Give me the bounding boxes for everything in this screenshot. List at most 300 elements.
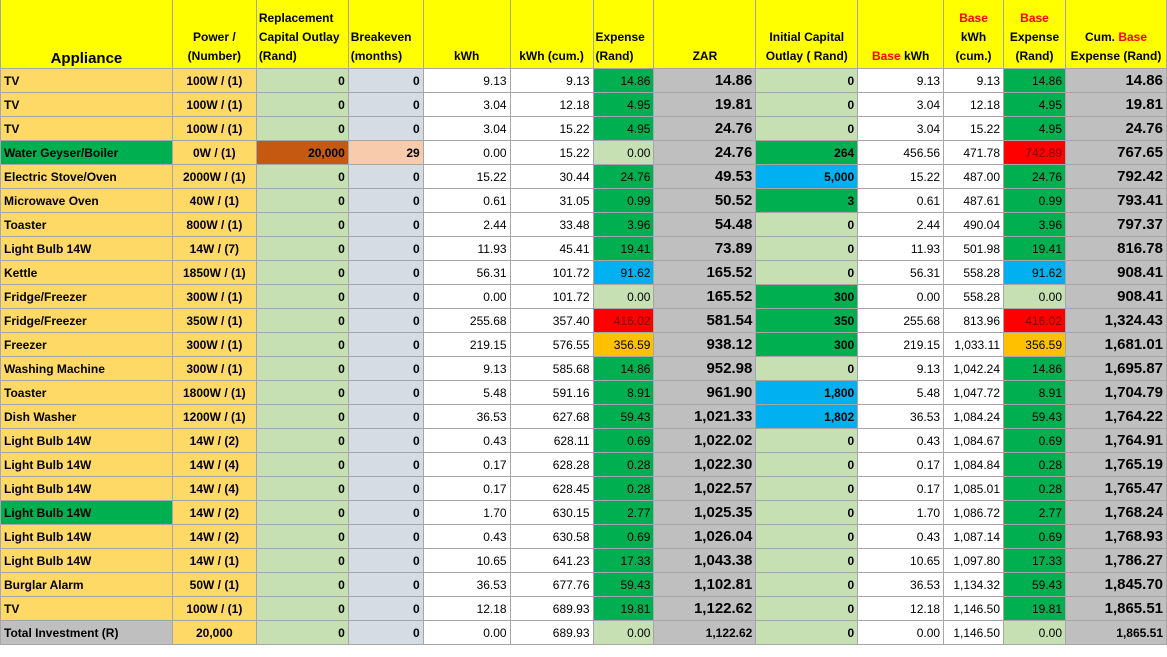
power-cell[interactable]: 14W / (4) bbox=[172, 477, 256, 501]
initial-capital-cell[interactable]: 3 bbox=[756, 189, 858, 213]
zar-cell[interactable]: 1,122.62 bbox=[654, 597, 756, 621]
base-kwh-cum-cell[interactable]: 1,042.24 bbox=[944, 357, 1004, 381]
cum-base-expense-cell[interactable]: 1,845.70 bbox=[1066, 573, 1167, 597]
initial-capital-cell[interactable]: 0 bbox=[756, 117, 858, 141]
power-cell[interactable]: 14W / (2) bbox=[172, 501, 256, 525]
power-cell[interactable]: 14W / (1) bbox=[172, 549, 256, 573]
base-kwh-cum-cell[interactable]: 1,087.14 bbox=[944, 525, 1004, 549]
base-expense-cell[interactable]: 0.28 bbox=[1004, 453, 1066, 477]
base-kwh-cell[interactable]: 0.43 bbox=[858, 429, 944, 453]
kwh-cell[interactable]: 36.53 bbox=[423, 405, 510, 429]
replacement-capital-cell[interactable]: 0 bbox=[256, 549, 348, 573]
expense-cell[interactable]: 4.95 bbox=[593, 117, 654, 141]
kwh-cell[interactable]: 0.00 bbox=[423, 285, 510, 309]
replacement-capital-cell[interactable]: 0 bbox=[256, 573, 348, 597]
total-base-kwh-cum-cell[interactable]: 1,146.50 bbox=[944, 621, 1004, 645]
base-expense-cell[interactable]: 19.41 bbox=[1004, 237, 1066, 261]
expense-cell[interactable]: 19.81 bbox=[593, 597, 654, 621]
expense-cell[interactable]: 8.91 bbox=[593, 381, 654, 405]
header-kwh-cum[interactable]: kWh (cum.) bbox=[510, 0, 593, 69]
power-cell[interactable]: 40W / (1) bbox=[172, 189, 256, 213]
base-kwh-cum-cell[interactable]: 1,097.80 bbox=[944, 549, 1004, 573]
header-base-kwh-cum[interactable] bbox=[944, 0, 1004, 69]
power-cell[interactable]: 0W / (1) bbox=[172, 141, 256, 165]
initial-capital-cell[interactable]: 0 bbox=[756, 477, 858, 501]
base-kwh-cum-cell[interactable]: 1,084.84 bbox=[944, 453, 1004, 477]
initial-capital-cell[interactable]: 0 bbox=[756, 261, 858, 285]
base-kwh-cell[interactable]: 36.53 bbox=[858, 573, 944, 597]
zar-cell[interactable]: 165.52 bbox=[654, 261, 756, 285]
initial-capital-cell[interactable]: 300 bbox=[756, 285, 858, 309]
replacement-capital-cell[interactable]: 0 bbox=[256, 189, 348, 213]
power-cell[interactable]: 50W / (1) bbox=[172, 573, 256, 597]
cum-base-expense-cell[interactable]: 797.37 bbox=[1066, 213, 1167, 237]
zar-cell[interactable]: 165.52 bbox=[654, 285, 756, 309]
base-expense-cell[interactable]: 0.99 bbox=[1004, 189, 1066, 213]
base-kwh-cell[interactable]: 12.18 bbox=[858, 597, 944, 621]
header-breakeven[interactable]: Breakeven (months) bbox=[348, 0, 423, 69]
power-cell[interactable]: 14W / (2) bbox=[172, 429, 256, 453]
expense-cell[interactable]: 3.96 bbox=[593, 213, 654, 237]
total-base-kwh-cell[interactable]: 0.00 bbox=[858, 621, 944, 645]
expense-cell[interactable]: 14.86 bbox=[593, 357, 654, 381]
breakeven-cell[interactable]: 29 bbox=[348, 141, 423, 165]
initial-capital-cell[interactable]: 0 bbox=[756, 549, 858, 573]
base-expense-cell[interactable]: 17.33 bbox=[1004, 549, 1066, 573]
power-cell[interactable]: 300W / (1) bbox=[172, 357, 256, 381]
breakeven-cell[interactable]: 0 bbox=[348, 549, 423, 573]
appliance-cell[interactable]: Toaster bbox=[1, 213, 173, 237]
appliance-cell[interactable]: Light Bulb 14W bbox=[1, 525, 173, 549]
appliance-cell[interactable]: Light Bulb 14W bbox=[1, 429, 173, 453]
expense-cell[interactable]: 2.77 bbox=[593, 501, 654, 525]
replacement-capital-cell[interactable]: 0 bbox=[256, 405, 348, 429]
header-base-expense[interactable] bbox=[1004, 0, 1066, 69]
breakeven-cell[interactable]: 0 bbox=[348, 525, 423, 549]
base-kwh-cum-cell[interactable]: 471.78 bbox=[944, 141, 1004, 165]
power-cell[interactable]: 2000W / (1) bbox=[172, 165, 256, 189]
kwh-cell[interactable]: 219.15 bbox=[423, 333, 510, 357]
total-zar-cell[interactable]: 1,122.62 bbox=[654, 621, 756, 645]
kwh-cum-cell[interactable]: 576.55 bbox=[510, 333, 593, 357]
cum-base-expense-cell[interactable]: 1,765.47 bbox=[1066, 477, 1167, 501]
appliance-cell[interactable]: Microwave Oven bbox=[1, 189, 173, 213]
base-kwh-cum-cell[interactable]: 490.04 bbox=[944, 213, 1004, 237]
breakeven-cell[interactable]: 0 bbox=[348, 597, 423, 621]
total-kwh-cell[interactable]: 0.00 bbox=[423, 621, 510, 645]
breakeven-cell[interactable]: 0 bbox=[348, 261, 423, 285]
expense-cell[interactable]: 24.76 bbox=[593, 165, 654, 189]
base-kwh-cell[interactable]: 255.68 bbox=[858, 309, 944, 333]
initial-capital-cell[interactable]: 0 bbox=[756, 525, 858, 549]
appliance-cell[interactable]: Fridge/Freezer bbox=[1, 309, 173, 333]
base-expense-cell[interactable]: 416.02 bbox=[1004, 309, 1066, 333]
kwh-cum-cell[interactable]: 357.40 bbox=[510, 309, 593, 333]
cum-base-expense-cell[interactable]: 1,768.93 bbox=[1066, 525, 1167, 549]
base-kwh-cell[interactable]: 9.13 bbox=[858, 69, 944, 93]
replacement-capital-cell[interactable]: 20,000 bbox=[256, 141, 348, 165]
zar-cell[interactable]: 952.98 bbox=[654, 357, 756, 381]
base-expense-cell[interactable]: 0.00 bbox=[1004, 285, 1066, 309]
initial-capital-cell[interactable]: 0 bbox=[756, 573, 858, 597]
base-expense-cell[interactable]: 19.81 bbox=[1004, 597, 1066, 621]
base-expense-cell[interactable]: 0.69 bbox=[1004, 525, 1066, 549]
total-base-expense-cell[interactable]: 0.00 bbox=[1004, 621, 1066, 645]
zar-cell[interactable]: 50.52 bbox=[654, 189, 756, 213]
replacement-capital-cell[interactable]: 0 bbox=[256, 117, 348, 141]
expense-cell[interactable]: 0.69 bbox=[593, 429, 654, 453]
kwh-cum-cell[interactable]: 30.44 bbox=[510, 165, 593, 189]
kwh-cum-cell[interactable]: 591.16 bbox=[510, 381, 593, 405]
replacement-capital-cell[interactable]: 0 bbox=[256, 165, 348, 189]
replacement-capital-cell[interactable]: 0 bbox=[256, 357, 348, 381]
kwh-cell[interactable]: 10.65 bbox=[423, 549, 510, 573]
breakeven-cell[interactable]: 0 bbox=[348, 165, 423, 189]
expense-cell[interactable]: 416.02 bbox=[593, 309, 654, 333]
appliance-cell[interactable]: Light Bulb 14W bbox=[1, 549, 173, 573]
kwh-cum-cell[interactable]: 33.48 bbox=[510, 213, 593, 237]
initial-capital-cell[interactable]: 0 bbox=[756, 237, 858, 261]
base-kwh-cum-cell[interactable]: 1,084.24 bbox=[944, 405, 1004, 429]
appliance-cell[interactable]: Dish Washer bbox=[1, 405, 173, 429]
base-expense-cell[interactable]: 742.89 bbox=[1004, 141, 1066, 165]
base-kwh-cell[interactable]: 0.17 bbox=[858, 453, 944, 477]
base-kwh-cum-cell[interactable]: 15.22 bbox=[944, 117, 1004, 141]
cum-base-expense-cell[interactable]: 1,786.27 bbox=[1066, 549, 1167, 573]
initial-capital-cell[interactable]: 0 bbox=[756, 93, 858, 117]
base-expense-cell[interactable]: 3.96 bbox=[1004, 213, 1066, 237]
appliance-cell[interactable]: Water Geyser/Boiler bbox=[1, 141, 173, 165]
breakeven-cell[interactable]: 0 bbox=[348, 117, 423, 141]
kwh-cell[interactable]: 56.31 bbox=[423, 261, 510, 285]
base-kwh-cell[interactable]: 5.48 bbox=[858, 381, 944, 405]
power-cell[interactable]: 1200W / (1) bbox=[172, 405, 256, 429]
expense-cell[interactable]: 17.33 bbox=[593, 549, 654, 573]
power-cell[interactable]: 100W / (1) bbox=[172, 597, 256, 621]
power-cell[interactable]: 14W / (2) bbox=[172, 525, 256, 549]
zar-cell[interactable]: 73.89 bbox=[654, 237, 756, 261]
base-kwh-cell[interactable]: 15.22 bbox=[858, 165, 944, 189]
zar-cell[interactable]: 1,022.02 bbox=[654, 429, 756, 453]
cum-base-expense-cell[interactable]: 1,704.79 bbox=[1066, 381, 1167, 405]
initial-capital-cell[interactable]: 350 bbox=[756, 309, 858, 333]
initial-capital-cell[interactable]: 0 bbox=[756, 213, 858, 237]
breakeven-cell[interactable]: 0 bbox=[348, 501, 423, 525]
zar-cell[interactable]: 1,022.57 bbox=[654, 477, 756, 501]
zar-cell[interactable]: 1,021.33 bbox=[654, 405, 756, 429]
power-cell[interactable]: 100W / (1) bbox=[172, 93, 256, 117]
kwh-cell[interactable]: 11.93 bbox=[423, 237, 510, 261]
cum-base-expense-cell[interactable]: 1,768.24 bbox=[1066, 501, 1167, 525]
base-expense-cell[interactable]: 59.43 bbox=[1004, 405, 1066, 429]
kwh-cell[interactable]: 12.18 bbox=[423, 597, 510, 621]
base-kwh-cell[interactable]: 0.61 bbox=[858, 189, 944, 213]
base-kwh-cell[interactable]: 36.53 bbox=[858, 405, 944, 429]
appliance-cell[interactable]: TV bbox=[1, 117, 173, 141]
breakeven-cell[interactable]: 0 bbox=[348, 93, 423, 117]
kwh-cell[interactable]: 0.43 bbox=[423, 525, 510, 549]
appliance-cell[interactable]: Light Bulb 14W bbox=[1, 453, 173, 477]
total-initial-capital-cell[interactable]: 0 bbox=[756, 621, 858, 645]
zar-cell[interactable]: 24.76 bbox=[654, 141, 756, 165]
kwh-cum-cell[interactable]: 628.45 bbox=[510, 477, 593, 501]
base-kwh-cum-cell[interactable]: 487.00 bbox=[944, 165, 1004, 189]
replacement-capital-cell[interactable]: 0 bbox=[256, 381, 348, 405]
replacement-capital-cell[interactable]: 0 bbox=[256, 597, 348, 621]
cum-base-expense-cell[interactable]: 19.81 bbox=[1066, 93, 1167, 117]
base-expense-cell[interactable]: 4.95 bbox=[1004, 93, 1066, 117]
base-kwh-cell[interactable]: 56.31 bbox=[858, 261, 944, 285]
base-expense-cell[interactable]: 14.86 bbox=[1004, 357, 1066, 381]
breakeven-cell[interactable]: 0 bbox=[348, 213, 423, 237]
power-cell[interactable]: 300W / (1) bbox=[172, 333, 256, 357]
header-zar[interactable]: ZAR bbox=[654, 0, 756, 69]
kwh-cell[interactable]: 3.04 bbox=[423, 117, 510, 141]
power-cell[interactable]: 1850W / (1) bbox=[172, 261, 256, 285]
cum-base-expense-cell[interactable]: 1,681.01 bbox=[1066, 333, 1167, 357]
kwh-cum-cell[interactable]: 628.11 bbox=[510, 429, 593, 453]
kwh-cell[interactable]: 9.13 bbox=[423, 357, 510, 381]
base-kwh-cum-cell[interactable]: 1,146.50 bbox=[944, 597, 1004, 621]
zar-cell[interactable]: 581.54 bbox=[654, 309, 756, 333]
replacement-capital-cell[interactable]: 0 bbox=[256, 453, 348, 477]
kwh-cum-cell[interactable]: 641.23 bbox=[510, 549, 593, 573]
replacement-capital-cell[interactable]: 0 bbox=[256, 285, 348, 309]
kwh-cum-cell[interactable]: 677.76 bbox=[510, 573, 593, 597]
base-kwh-cum-cell[interactable]: 1,134.32 bbox=[944, 573, 1004, 597]
power-cell[interactable]: 100W / (1) bbox=[172, 69, 256, 93]
cum-base-expense-cell[interactable]: 24.76 bbox=[1066, 117, 1167, 141]
breakeven-cell[interactable]: 0 bbox=[348, 453, 423, 477]
total-breakeven-cell[interactable]: 0 bbox=[348, 621, 423, 645]
cum-base-expense-cell[interactable]: 1,764.22 bbox=[1066, 405, 1167, 429]
kwh-cell[interactable]: 1.70 bbox=[423, 501, 510, 525]
cum-base-expense-cell[interactable]: 1,324.43 bbox=[1066, 309, 1167, 333]
expense-cell[interactable]: 0.28 bbox=[593, 477, 654, 501]
cum-base-expense-cell[interactable]: 1,765.19 bbox=[1066, 453, 1167, 477]
appliance-cell[interactable]: TV bbox=[1, 69, 173, 93]
base-expense-cell[interactable]: 14.86 bbox=[1004, 69, 1066, 93]
kwh-cell[interactable]: 0.17 bbox=[423, 453, 510, 477]
breakeven-cell[interactable]: 0 bbox=[348, 357, 423, 381]
appliance-cell[interactable]: Kettle bbox=[1, 261, 173, 285]
header-base-kwh[interactable] bbox=[858, 0, 944, 69]
zar-cell[interactable]: 1,022.30 bbox=[654, 453, 756, 477]
breakeven-cell[interactable]: 0 bbox=[348, 333, 423, 357]
initial-capital-cell[interactable]: 1,802 bbox=[756, 405, 858, 429]
base-kwh-cell[interactable]: 456.56 bbox=[858, 141, 944, 165]
kwh-cell[interactable]: 0.43 bbox=[423, 429, 510, 453]
zar-cell[interactable]: 49.53 bbox=[654, 165, 756, 189]
power-cell[interactable]: 350W / (1) bbox=[172, 309, 256, 333]
total-cum-base-expense-cell[interactable]: 1,865.51 bbox=[1066, 621, 1167, 645]
power-cell[interactable]: 100W / (1) bbox=[172, 117, 256, 141]
power-cell[interactable]: 800W / (1) bbox=[172, 213, 256, 237]
appliance-cell[interactable]: Light Bulb 14W bbox=[1, 477, 173, 501]
kwh-cell[interactable]: 5.48 bbox=[423, 381, 510, 405]
base-kwh-cum-cell[interactable]: 1,085.01 bbox=[944, 477, 1004, 501]
initial-capital-cell[interactable]: 5,000 bbox=[756, 165, 858, 189]
kwh-cum-cell[interactable]: 15.22 bbox=[510, 141, 593, 165]
base-kwh-cell[interactable]: 9.13 bbox=[858, 357, 944, 381]
base-kwh-cum-cell[interactable]: 9.13 bbox=[944, 69, 1004, 93]
total-expense-cell[interactable]: 0.00 bbox=[593, 621, 654, 645]
initial-capital-cell[interactable]: 0 bbox=[756, 357, 858, 381]
base-kwh-cell[interactable]: 2.44 bbox=[858, 213, 944, 237]
initial-capital-cell[interactable]: 300 bbox=[756, 333, 858, 357]
initial-capital-cell[interactable]: 0 bbox=[756, 69, 858, 93]
zar-cell[interactable]: 1,026.04 bbox=[654, 525, 756, 549]
power-cell[interactable]: 14W / (4) bbox=[172, 453, 256, 477]
kwh-cum-cell[interactable]: 101.72 bbox=[510, 261, 593, 285]
base-kwh-cum-cell[interactable]: 558.28 bbox=[944, 261, 1004, 285]
base-kwh-cum-cell[interactable]: 12.18 bbox=[944, 93, 1004, 117]
kwh-cum-cell[interactable]: 101.72 bbox=[510, 285, 593, 309]
replacement-capital-cell[interactable]: 0 bbox=[256, 477, 348, 501]
replacement-capital-cell[interactable]: 0 bbox=[256, 93, 348, 117]
kwh-cell[interactable]: 3.04 bbox=[423, 93, 510, 117]
initial-capital-cell[interactable]: 0 bbox=[756, 429, 858, 453]
zar-cell[interactable]: 19.81 bbox=[654, 93, 756, 117]
initial-capital-cell[interactable]: 264 bbox=[756, 141, 858, 165]
breakeven-cell[interactable]: 0 bbox=[348, 237, 423, 261]
zar-cell[interactable]: 14.86 bbox=[654, 69, 756, 93]
appliance-cell[interactable]: TV bbox=[1, 93, 173, 117]
appliance-cell[interactable]: Toaster bbox=[1, 381, 173, 405]
cum-base-expense-cell[interactable]: 1,764.91 bbox=[1066, 429, 1167, 453]
expense-cell[interactable]: 0.00 bbox=[593, 141, 654, 165]
kwh-cum-cell[interactable]: 585.68 bbox=[510, 357, 593, 381]
base-expense-cell[interactable]: 59.43 bbox=[1004, 573, 1066, 597]
base-kwh-cell[interactable]: 10.65 bbox=[858, 549, 944, 573]
zar-cell[interactable]: 1,025.35 bbox=[654, 501, 756, 525]
header-initial-capital[interactable]: Initial Capital Outlay ( Rand) bbox=[756, 0, 858, 69]
initial-capital-cell[interactable]: 0 bbox=[756, 597, 858, 621]
kwh-cell[interactable]: 0.17 bbox=[423, 477, 510, 501]
total-kwh-cum-cell[interactable]: 689.93 bbox=[510, 621, 593, 645]
kwh-cum-cell[interactable]: 630.15 bbox=[510, 501, 593, 525]
kwh-cum-cell[interactable]: 627.68 bbox=[510, 405, 593, 429]
base-expense-cell[interactable]: 4.95 bbox=[1004, 117, 1066, 141]
kwh-cell[interactable]: 2.44 bbox=[423, 213, 510, 237]
appliance-cell[interactable]: Burglar Alarm bbox=[1, 573, 173, 597]
zar-cell[interactable]: 938.12 bbox=[654, 333, 756, 357]
base-kwh-cell[interactable]: 0.17 bbox=[858, 477, 944, 501]
initial-capital-cell[interactable]: 1,800 bbox=[756, 381, 858, 405]
kwh-cell[interactable]: 15.22 bbox=[423, 165, 510, 189]
expense-cell[interactable]: 19.41 bbox=[593, 237, 654, 261]
appliance-cell[interactable]: Washing Machine bbox=[1, 357, 173, 381]
breakeven-cell[interactable]: 0 bbox=[348, 189, 423, 213]
base-kwh-cum-cell[interactable]: 558.28 bbox=[944, 285, 1004, 309]
expense-cell[interactable]: 59.43 bbox=[593, 573, 654, 597]
breakeven-cell[interactable]: 0 bbox=[348, 309, 423, 333]
breakeven-cell[interactable]: 0 bbox=[348, 477, 423, 501]
cum-base-expense-cell[interactable]: 908.41 bbox=[1066, 285, 1167, 309]
cum-base-expense-cell[interactable]: 767.65 bbox=[1066, 141, 1167, 165]
kwh-cum-cell[interactable]: 630.58 bbox=[510, 525, 593, 549]
base-expense-cell[interactable]: 91.62 bbox=[1004, 261, 1066, 285]
power-cell[interactable]: 300W / (1) bbox=[172, 285, 256, 309]
expense-cell[interactable]: 91.62 bbox=[593, 261, 654, 285]
appliance-cell[interactable]: Electric Stove/Oven bbox=[1, 165, 173, 189]
header-cum-base-expense[interactable] bbox=[1066, 0, 1167, 69]
base-expense-cell[interactable]: 2.77 bbox=[1004, 501, 1066, 525]
base-kwh-cell[interactable]: 11.93 bbox=[858, 237, 944, 261]
base-kwh-cell[interactable]: 3.04 bbox=[858, 117, 944, 141]
kwh-cell[interactable]: 36.53 bbox=[423, 573, 510, 597]
initial-capital-cell[interactable]: 0 bbox=[756, 453, 858, 477]
kwh-cell[interactable]: 0.61 bbox=[423, 189, 510, 213]
header-expense[interactable]: Expense (Rand) bbox=[593, 0, 654, 69]
kwh-cum-cell[interactable]: 12.18 bbox=[510, 93, 593, 117]
kwh-cum-cell[interactable]: 15.22 bbox=[510, 117, 593, 141]
expense-cell[interactable]: 14.86 bbox=[593, 69, 654, 93]
header-kwh[interactable]: kWh bbox=[423, 0, 510, 69]
appliance-cell[interactable]: Light Bulb 14W bbox=[1, 237, 173, 261]
total-power-cell[interactable]: 20,000 bbox=[172, 621, 256, 645]
cum-base-expense-cell[interactable]: 908.41 bbox=[1066, 261, 1167, 285]
zar-cell[interactable]: 1,102.81 bbox=[654, 573, 756, 597]
cum-base-expense-cell[interactable]: 14.86 bbox=[1066, 69, 1167, 93]
breakeven-cell[interactable]: 0 bbox=[348, 285, 423, 309]
base-kwh-cum-cell[interactable]: 1,047.72 bbox=[944, 381, 1004, 405]
cum-base-expense-cell[interactable]: 1,865.51 bbox=[1066, 597, 1167, 621]
cum-base-expense-cell[interactable]: 816.78 bbox=[1066, 237, 1167, 261]
breakeven-cell[interactable]: 0 bbox=[348, 69, 423, 93]
zar-cell[interactable]: 1,043.38 bbox=[654, 549, 756, 573]
replacement-capital-cell[interactable]: 0 bbox=[256, 501, 348, 525]
breakeven-cell[interactable]: 0 bbox=[348, 381, 423, 405]
appliance-cell[interactable]: Freezer bbox=[1, 333, 173, 357]
replacement-capital-cell[interactable]: 0 bbox=[256, 261, 348, 285]
base-kwh-cell[interactable]: 219.15 bbox=[858, 333, 944, 357]
base-kwh-cum-cell[interactable]: 813.96 bbox=[944, 309, 1004, 333]
base-kwh-cell[interactable]: 1.70 bbox=[858, 501, 944, 525]
cum-base-expense-cell[interactable]: 793.41 bbox=[1066, 189, 1167, 213]
replacement-capital-cell[interactable]: 0 bbox=[256, 333, 348, 357]
total-replacement-capital-cell[interactable]: 0 bbox=[256, 621, 348, 645]
power-cell[interactable]: 14W / (7) bbox=[172, 237, 256, 261]
expense-cell[interactable]: 4.95 bbox=[593, 93, 654, 117]
replacement-capital-cell[interactable]: 0 bbox=[256, 525, 348, 549]
replacement-capital-cell[interactable]: 0 bbox=[256, 429, 348, 453]
expense-cell[interactable]: 0.69 bbox=[593, 525, 654, 549]
base-kwh-cell[interactable]: 3.04 bbox=[858, 93, 944, 117]
initial-capital-cell[interactable]: 0 bbox=[756, 501, 858, 525]
base-kwh-cum-cell[interactable]: 1,033.11 bbox=[944, 333, 1004, 357]
expense-cell[interactable]: 0.99 bbox=[593, 189, 654, 213]
base-expense-cell[interactable]: 356.59 bbox=[1004, 333, 1066, 357]
expense-cell[interactable]: 356.59 bbox=[593, 333, 654, 357]
expense-cell[interactable]: 59.43 bbox=[593, 405, 654, 429]
base-kwh-cell[interactable]: 0.00 bbox=[858, 285, 944, 309]
base-expense-cell[interactable]: 8.91 bbox=[1004, 381, 1066, 405]
kwh-cum-cell[interactable]: 9.13 bbox=[510, 69, 593, 93]
base-kwh-cum-cell[interactable]: 501.98 bbox=[944, 237, 1004, 261]
kwh-cum-cell[interactable]: 689.93 bbox=[510, 597, 593, 621]
zar-cell[interactable]: 24.76 bbox=[654, 117, 756, 141]
replacement-capital-cell[interactable]: 0 bbox=[256, 237, 348, 261]
header-power[interactable]: Power / (Number) bbox=[172, 0, 256, 69]
kwh-cell[interactable]: 0.00 bbox=[423, 141, 510, 165]
replacement-capital-cell[interactable]: 0 bbox=[256, 213, 348, 237]
replacement-capital-cell[interactable]: 0 bbox=[256, 69, 348, 93]
expense-cell[interactable]: 0.28 bbox=[593, 453, 654, 477]
breakeven-cell[interactable]: 0 bbox=[348, 429, 423, 453]
replacement-capital-cell[interactable]: 0 bbox=[256, 309, 348, 333]
base-expense-cell[interactable]: 0.28 bbox=[1004, 477, 1066, 501]
